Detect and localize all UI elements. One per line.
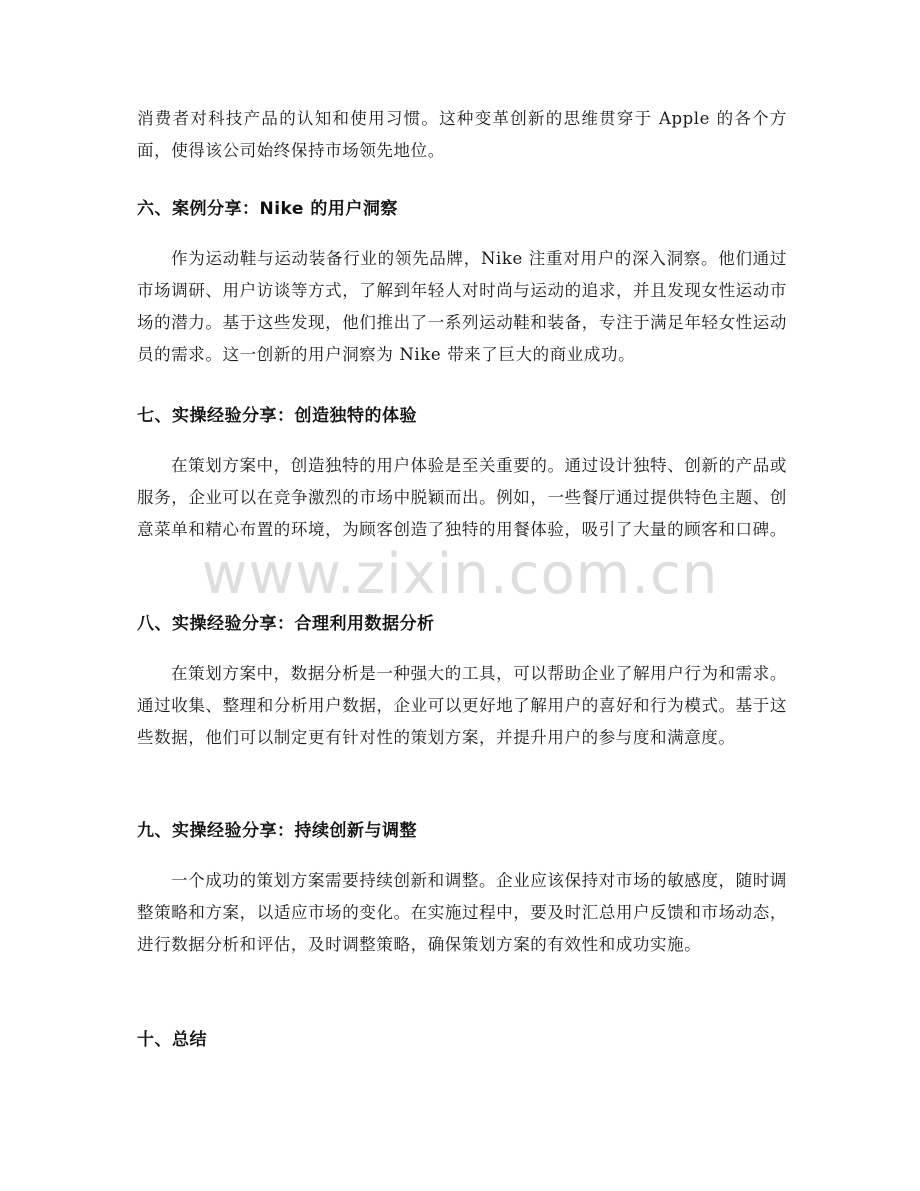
intro-paragraph: 消费者对科技产品的认知和使用习惯。这种变革创新的思维贯穿于 Apple 的各个方面，使得该公司始终保持市场领先地位。 xyxy=(137,109,787,160)
watermark-text: www.zixin.com.cn xyxy=(201,542,719,607)
section-body-6: 作为运动鞋与运动装备行业的领先品牌，Nike 注重对用户的深入洞察。他们通过市场调研、用户访谈等方式，了解到年轻人对时尚与运动的追求，并且发现女性运动市场的潜力。基于这些发现，他们推出了一系列运动鞋和装备，专注于满足年轻女性运动员的需求。这一创新的用户洞察为 Nike 带来了巨大的商业成功。 xyxy=(137,249,787,364)
section-heading-9: 九、实操经验分享：持续创新与调整 xyxy=(137,821,417,841)
section-body-8: 在策划方案中，数据分析是一种强大的工具，可以帮助企业了解用户行为和需求。通过收集、整理和分析用户数据，企业可以更好地了解用户的喜好和行为模式。基于这些数据，他们可以制定更有针对性的策划方案，并提升用户的参与度和满意度。 xyxy=(137,664,787,747)
section-heading-6: 六、案例分享：Nike 的用户洞察 xyxy=(137,199,398,219)
section-body-7: 在策划方案中，创造独特的用户体验是至关重要的。通过设计独特、创新的产品或服务，企业可以在竞争激烈的市场中脱颖而出。例如，一些餐厅通过提供特色主题、创意菜单和精心布置的环境，为顾客创造了独特的用餐体验，吸引了大量的顾客和口碑。 xyxy=(137,456,787,539)
section-body-9: 一个成功的策划方案需要持续创新和调整。企业应该保持对市场的敏感度，随时调整策略和方案，以适应市场的变化。在实施过程中，要及时汇总用户反馈和市场动态，进行数据分析和评估，及时调整策略，确保策划方案的有效性和成功实施。 xyxy=(137,871,787,954)
section-heading-8: 八、实操经验分享：合理利用数据分析 xyxy=(137,614,435,634)
section-heading-7: 七、实操经验分享：创造独特的体验 xyxy=(137,406,417,426)
section-heading-10: 十、总结 xyxy=(137,1030,207,1050)
